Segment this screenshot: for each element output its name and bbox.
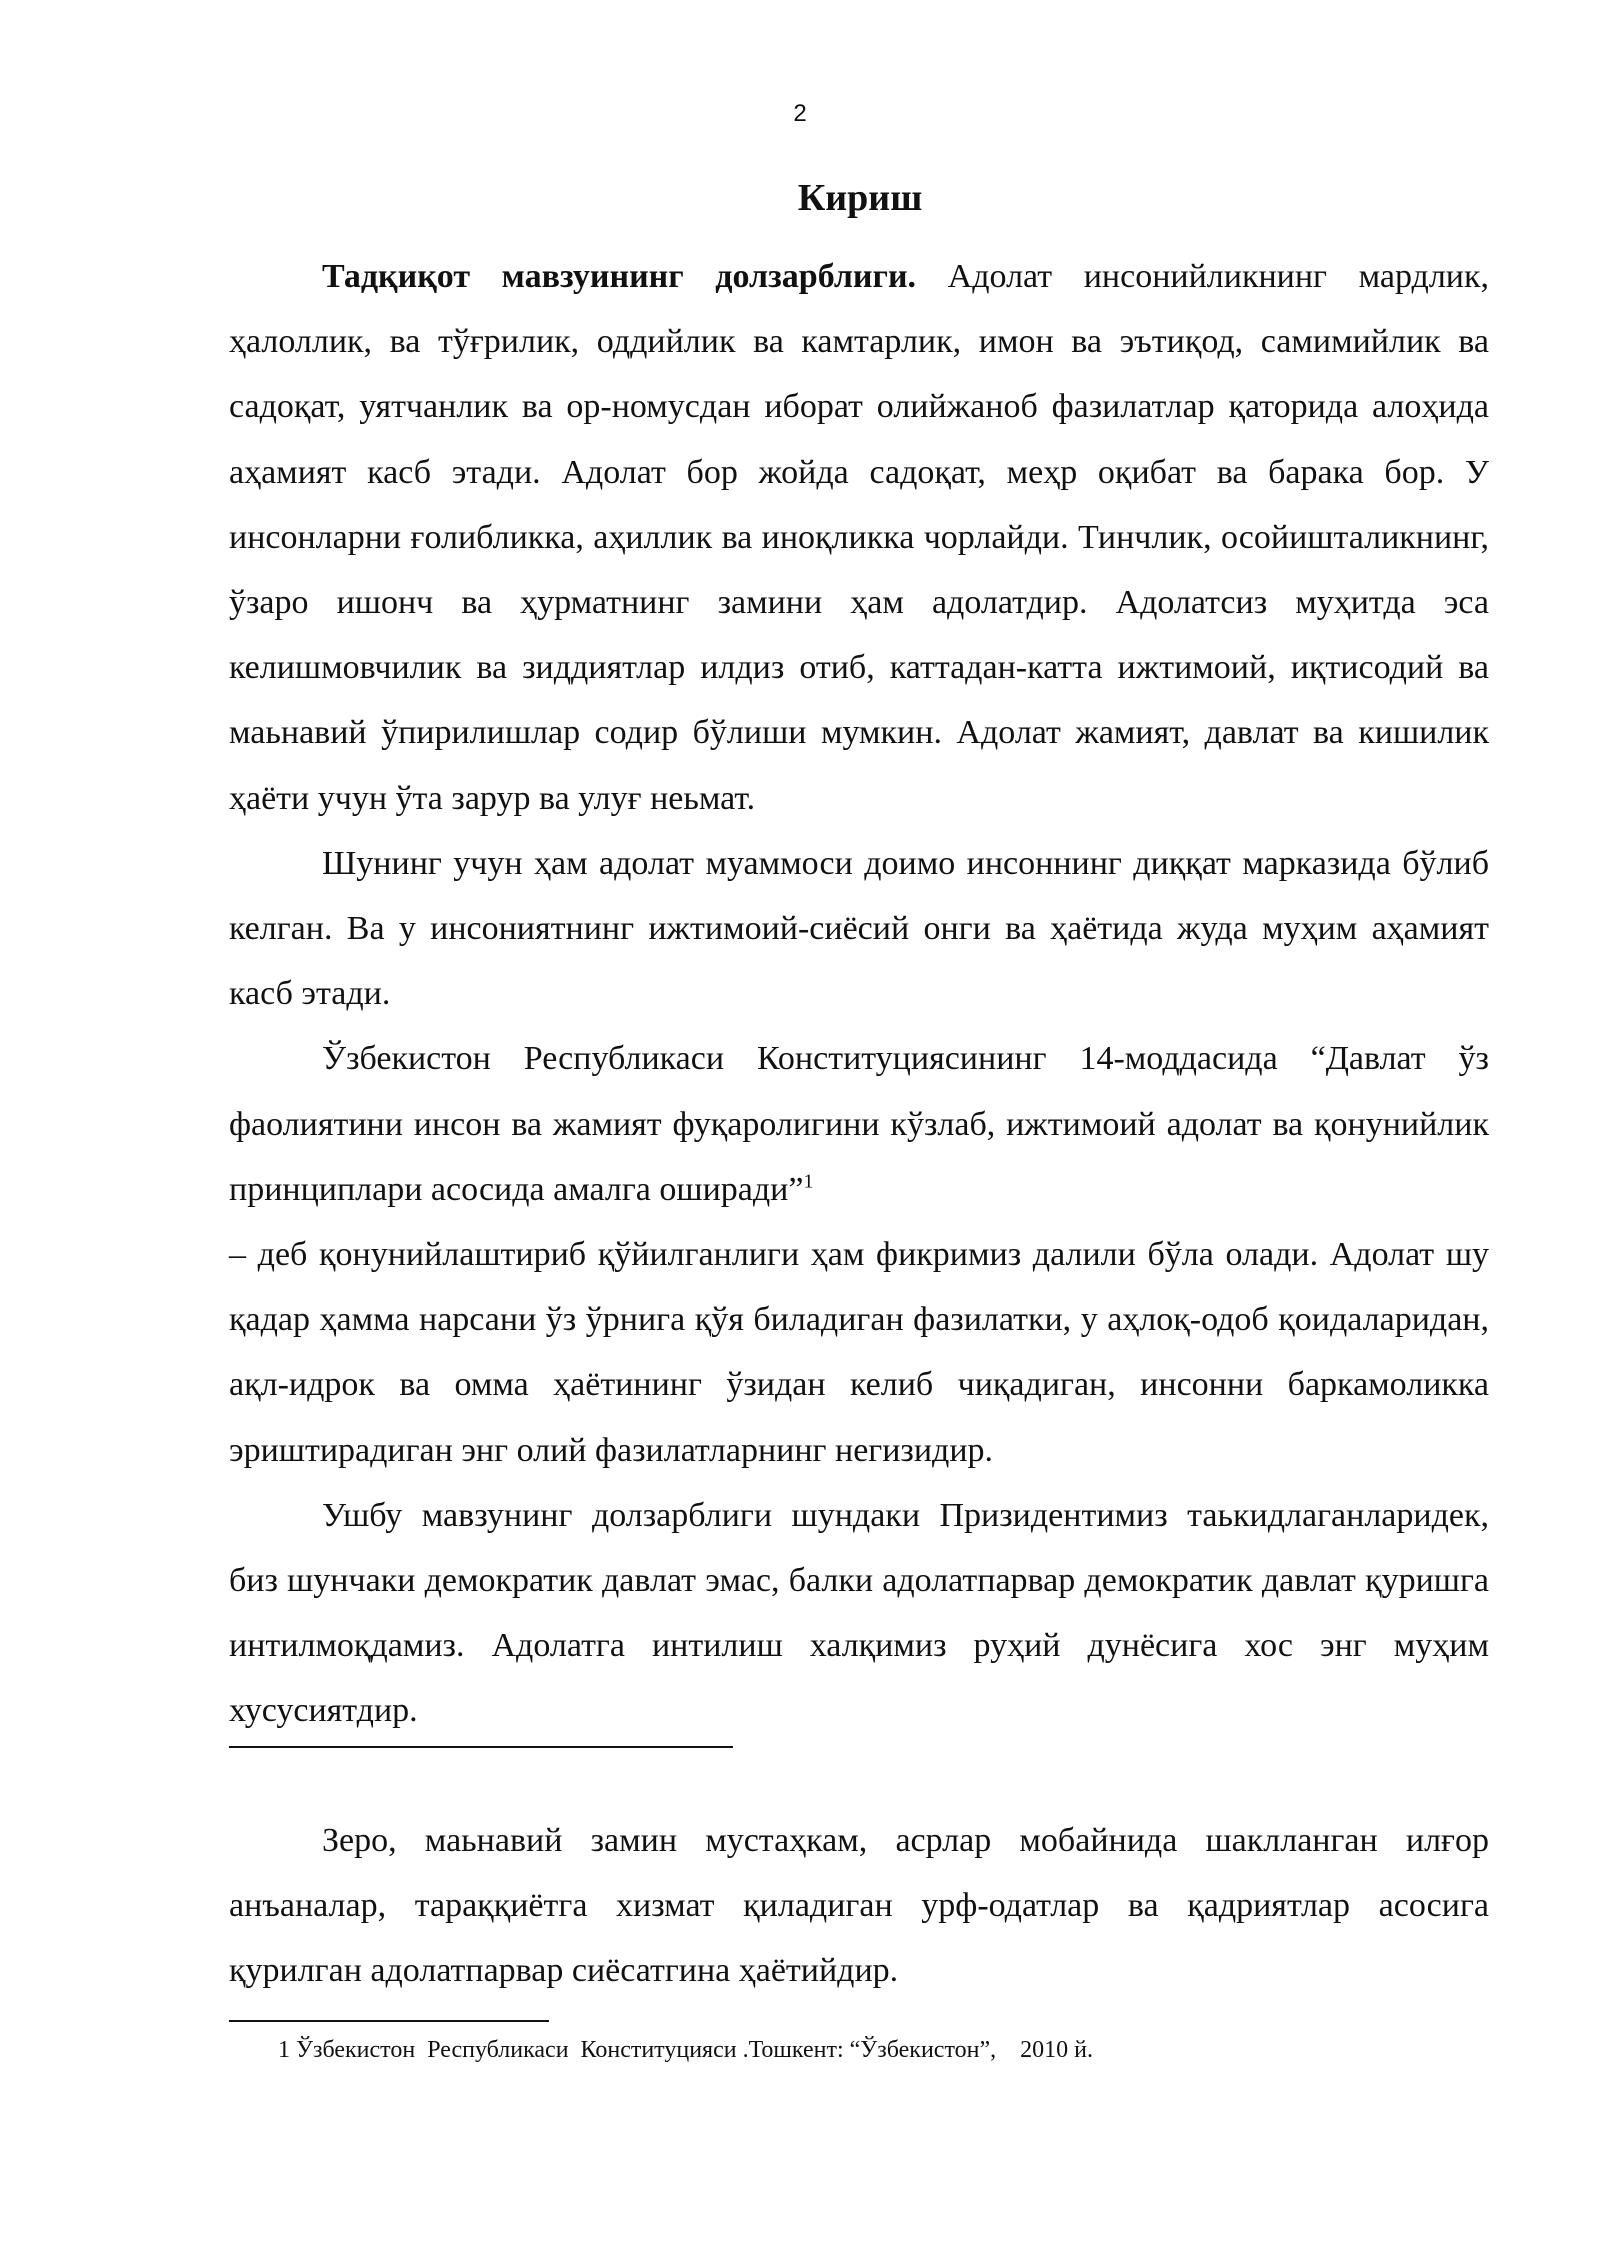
continuation-text	[229, 1808, 1489, 2004]
paragraph-constitution	[229, 1026, 1489, 1222]
paragraph-justice: – деб қонунийлаштириб қўйилганлиги ҳам фикримиз далили бўла олади. Адолат шу қадар ҳамма нарсани ўз ўрнига қўя биладиган фазилатки, у аҳлоқ-одоб қоидаларидан, ақл-идрок ва омма ҳаётининг ўзидан келиб чиқадиган, инсонни баркамоликка эриштирадиган энг олий фазилатларнинг негизидир.	[229, 1236, 1489, 1469]
main-text	[229, 244, 1489, 1744]
footnote-reference[interactable]: 1	[803, 1170, 814, 1193]
paragraph-president: Ушбу мавзунинг долзарблиги шундаки Призидентимиз таькидлаганларидек, биз шунчаки демократик давлат эмас, балки адолатпарвар демократик давлат қуришга интилмоқдамиз. Адолатга интилиш халқимиз руҳий дунёсига хос энг муҳим хусусиятдир.	[229, 1496, 1489, 1730]
paragraph-lead: Тадқиқот мавзуининг долзарблиги.	[322, 258, 917, 295]
section-heading: Кириш	[797, 177, 923, 219]
paragraph-policy: Зеро, маьнавий замин мустаҳкам, асрлар мобайнида шаклланган илғор анъаналар, тараққиётга хизмат қиладиган урф-одатлар ва қадриятлар асосига қурилган адолатпарвар сиёсатгина ҳаётийдир.	[229, 1822, 1489, 1990]
footnote-separator	[229, 2020, 549, 2022]
page-number: 2	[793, 100, 807, 127]
paragraph-relevance	[229, 244, 1489, 831]
constitution-quote: Ўзбекистон Республикаси Конституциясининг 14-моддасида “Давлат ўз фаолиятини инсон ва жамият фуқаролигини кўзлаб, ижтимоий адолат ва қонунийлик принциплари асосида амалга оширади”	[229, 1040, 1489, 1208]
paragraph-attention: Шунинг учун ҳам адолат муаммоси доимо инсоннинг диққат марказида бўлиб келган. Ва у инсониятнинг ижтимоий-сиёсий онги ва ҳаётида жуда муҳим аҳамият касб этади.	[229, 844, 1489, 1013]
footnote: 1 Ўзбекистон Республикаси Конституцияси .Тошкент: “Ўзбекистон”, 2010 й.	[278, 2037, 1093, 2063]
paragraph-text: Адолат инсонийликнинг мардлик, ҳалоллик, ва тўғрилик, оддийлик ва камтарлик, имон ва эътиқод, самимийлик ва садоқат, уятчанлик ва ор-номусдан иборат олийжаноб фазилатлар қаторида алоҳида аҳамият касб этади. Адолат бор жойда садоқат, меҳр оқибат ва барака бор. У инсонларни ғолибликка, аҳиллик ва иноқликка чорлайди. Тинчлик, осойишталикнинг, ўзаро ишонч ва ҳурматнинг замини ҳам адолатдир. Адолатсиз муҳитда эса келишмовчилик ва зиддиятлар илдиз отиб, каттадан-катта ижтимоий, иқтисодий ва маьнавий ўпирилишлар содир бўлиши мумкин. Адолат жамият, давлат ва кишилик ҳаёти учун ўта зарур ва улуғ неьмат.	[229, 258, 1490, 817]
divider-line	[229, 1746, 733, 1748]
